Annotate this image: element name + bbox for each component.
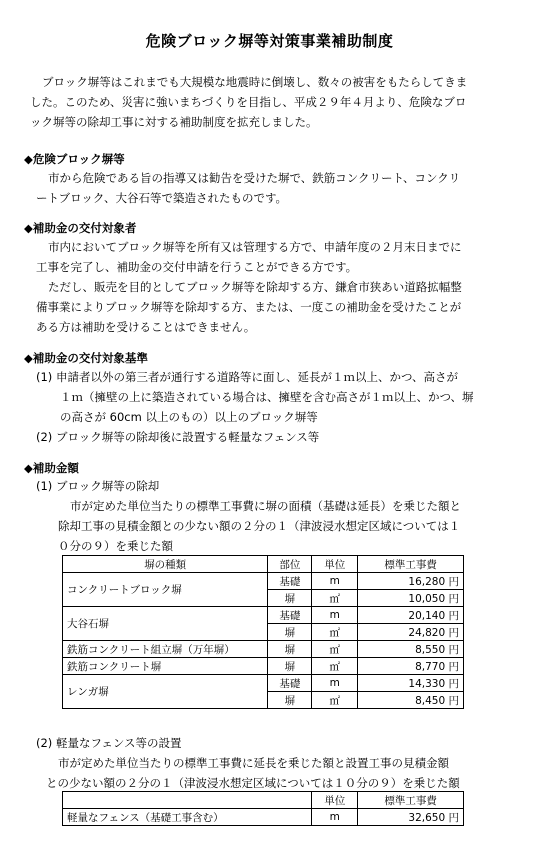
unit-cell: ㎡ xyxy=(312,641,358,658)
body-line: ある方は補助を受けることはできません。 xyxy=(36,320,256,334)
header-cell: 単位 xyxy=(312,556,358,573)
cost-cell: 8,770 円 xyxy=(358,658,464,675)
part-cell: 塀 xyxy=(268,641,312,658)
type-cell: 鉄筋コンクリート組立塀（万年塀） xyxy=(63,641,268,658)
body-line: 市が定めた単位当たりの標準工事費に塀の面積（基礎は延長）を乗じた額と xyxy=(70,499,461,513)
type-cell: コンクリートブロック塀 xyxy=(63,573,268,607)
section-body-danger-block xyxy=(30,168,515,208)
cost-cell: 8,550 円 xyxy=(358,641,464,658)
header-cell: 標準工事費 xyxy=(358,556,464,573)
part-cell: 基礎 xyxy=(268,573,312,590)
unit-cell: m xyxy=(312,573,358,590)
type-cell: 軽量なフェンス（基礎工事含む） xyxy=(63,809,312,826)
body-line: との少ない額の２分の１（津波浸水想定区域については１０分の９）を乗じた額 xyxy=(46,776,460,790)
body-line: 市から危険である旨の指導又は勧告を受けた塀で、鉄筋コンクリート、コンクリ xyxy=(48,171,461,185)
unit-cell: m xyxy=(312,809,358,826)
subsection-title: (1) ブロック塀等の除却 xyxy=(36,479,160,493)
intro-line: ブロック塀等はこれまでも大規模な地震時に倒壊し、数々の被害をもたらしてきま xyxy=(42,75,468,89)
header-cell: 塀の種類 xyxy=(63,556,268,573)
table-header-row xyxy=(63,792,464,809)
fence-cost-table xyxy=(62,791,464,826)
section-body-eligibility-criteria xyxy=(36,367,521,447)
body-line: 市内においてブロック塀等を所有又は管理する方で、申請年度の２月末日までに xyxy=(48,240,462,254)
intro-paragraph xyxy=(30,72,515,132)
section-heading-eligible-persons: ◆補助金の交付対象者 xyxy=(24,221,137,235)
page-title: 危険ブロック塀等対策事業補助制度 xyxy=(145,32,394,50)
table-row xyxy=(63,573,464,590)
section-heading-eligibility-criteria: ◆補助金の交付対象基準 xyxy=(24,351,148,365)
body-line: 工事を完了し、補助金の交付申請を行うことができる方です。 xyxy=(36,260,358,274)
subsection-removal xyxy=(36,476,521,556)
table-row xyxy=(63,641,464,658)
section-heading-danger-block: ◆危険ブロック塀等 xyxy=(24,152,125,166)
cost-cell: 8,450 円 xyxy=(358,692,464,709)
criteria-item-1-cont: １ｍ（擁壁の上に築造されている場合は、擁壁を含む高さが１ｍ以上、かつ、塀 xyxy=(60,390,474,404)
body-line: 備事業によりブロック塀等を除却する方、または、一度この補助金を受けたことが xyxy=(36,300,462,314)
body-line: 除却工事の見積金額との少ない額の２分の１（津波浸水想定区域については１ xyxy=(58,519,461,533)
part-cell: 塀 xyxy=(268,624,312,641)
cost-cell: 16,280 円 xyxy=(358,573,464,590)
type-cell: 鉄筋コンクリート塀 xyxy=(63,658,268,675)
header-cell: 単位 xyxy=(312,792,358,809)
unit-cell: m xyxy=(312,675,358,692)
table-row xyxy=(63,658,464,675)
subsection-title: (2) 軽量なフェンス等の設置 xyxy=(36,736,182,750)
table-row xyxy=(63,607,464,624)
unit-cell: ㎡ xyxy=(312,590,358,607)
cost-cell: 32,650 円 xyxy=(358,809,464,826)
body-line: ０分の９）を乗じた額 xyxy=(58,539,173,553)
unit-cell: ㎡ xyxy=(312,624,358,641)
part-cell: 塀 xyxy=(268,590,312,607)
body-line: ートブロック、大谷石等で築造されたものです。 xyxy=(36,191,288,205)
type-cell: 大谷石塀 xyxy=(63,607,268,641)
header-cell xyxy=(63,792,312,809)
section-body-eligible-persons xyxy=(30,237,515,337)
table-row xyxy=(63,675,464,692)
body-line: 市が定めた単位当たりの標準工事費に延長を乗じた額と設置工事の見積金額 xyxy=(58,756,449,770)
header-cell: 部位 xyxy=(268,556,312,573)
criteria-item-1: (1) 申請者以外の第三者が通行する道路等に面し、延長が１ｍ以上、かつ、高さが xyxy=(36,370,458,384)
header-cell: 標準工事費 xyxy=(358,792,464,809)
part-cell: 基礎 xyxy=(268,607,312,624)
unit-cell: ㎡ xyxy=(312,692,358,709)
table-row xyxy=(63,809,464,826)
subsection-fence xyxy=(36,733,521,793)
standard-cost-table xyxy=(62,555,464,709)
cost-cell: 10,050 円 xyxy=(358,590,464,607)
part-cell: 塀 xyxy=(268,658,312,675)
cost-cell: 24,820 円 xyxy=(358,624,464,641)
criteria-item-1-cont: の高さが 60cm 以上のもの）以上のブロック塀等 xyxy=(60,410,318,424)
criteria-item-2: (2) ブロック塀等の除却後に設置する軽量なフェンス等 xyxy=(36,430,320,444)
cost-cell: 14,330 円 xyxy=(358,675,464,692)
table-header-row xyxy=(63,556,464,573)
part-cell: 塀 xyxy=(268,692,312,709)
type-cell: レンガ塀 xyxy=(63,675,268,709)
unit-cell: ㎡ xyxy=(312,658,358,675)
body-line: ただし、販売を目的としてブロック塀等を除却する方、鎌倉市狭あい道路拡幅整 xyxy=(48,280,462,294)
cost-cell: 20,140 円 xyxy=(358,607,464,624)
section-heading-subsidy-amount: ◆補助金額 xyxy=(24,461,79,475)
part-cell: 基礎 xyxy=(268,675,312,692)
intro-line: した。このため、災害に強いまちづくりを目指し、平成２９年４月より、危険なブロ xyxy=(30,95,467,109)
intro-line: ック塀等の除却工事に対する補助制度を拡充しました。 xyxy=(30,115,318,129)
unit-cell: m xyxy=(312,607,358,624)
